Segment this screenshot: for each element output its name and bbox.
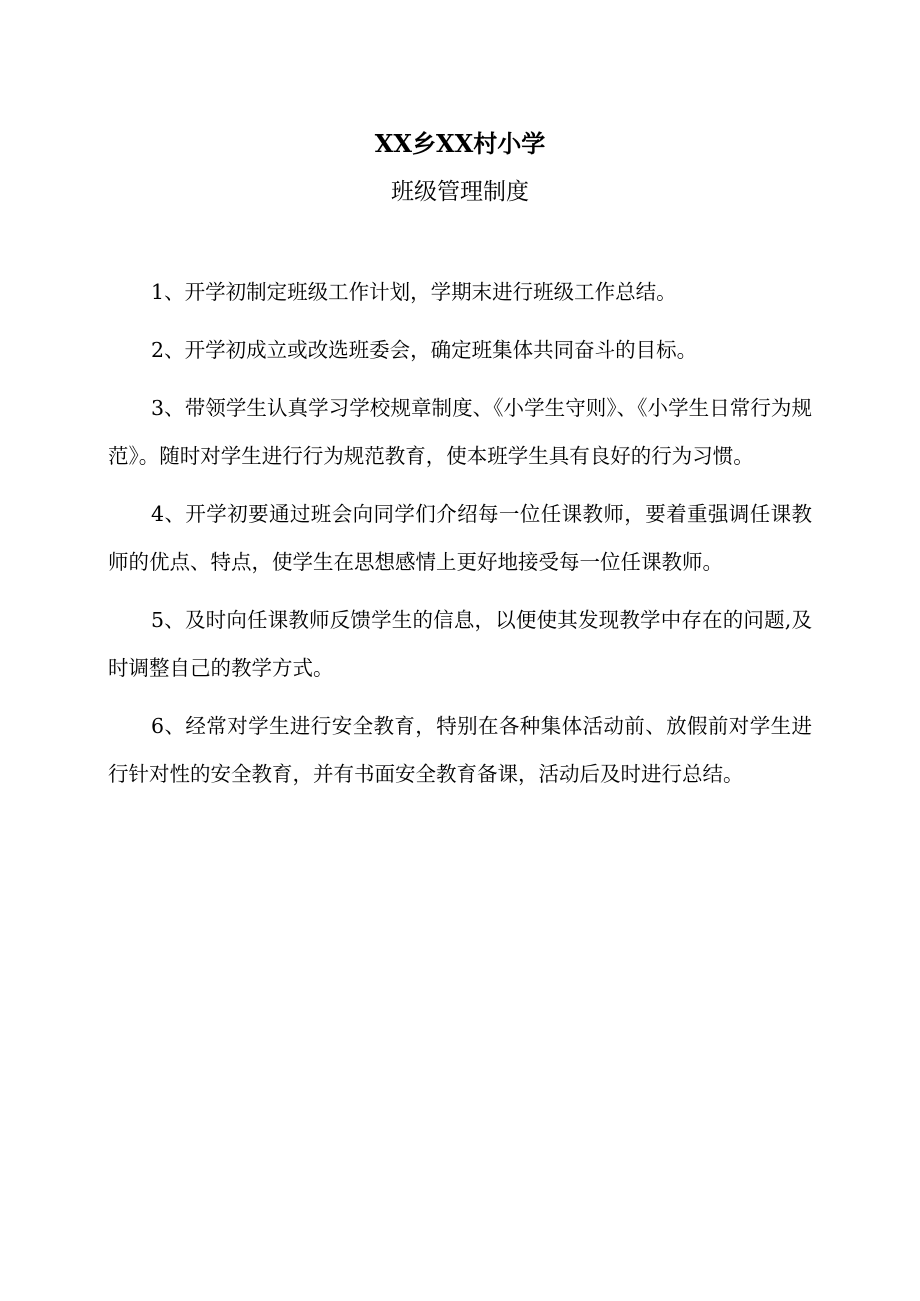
rule-paragraph-6: 6、经常对学生进行安全教育，特别在各种集体活动前、放假前对学生进行针对性的安全教育，并有书面安全教育备课，活动后及时进行总结。: [108, 714, 812, 786]
rule-paragraph-5: 5、及时向任课教师反馈学生的信息，以便使其发现教学中存在的问题,及时调整自己的教学方式。: [108, 608, 812, 680]
school-title: XX乡XX村小学: [374, 129, 546, 158]
rule-paragraph-2: 2、开学初成立或改选班委会，确定班集体共同奋斗的目标。: [151, 338, 698, 362]
rule-paragraph-3: 3、带领学生认真学习学校规章制度、《小学生守则》、《小学生日常行为规范》。随时对学生进行行为规范教育，使本班学生具有良好的行为习惯。: [108, 396, 812, 468]
rule-paragraph-4: 4、开学初要通过班会向同学们介绍每一位任课教师，要着重强调任课教师的优点、特点，使学生在思想感情上更好地接受每一位任课教师。: [108, 502, 812, 574]
document-title: 班级管理制度: [391, 179, 529, 205]
rule-paragraph-1: 1、开学初制定班级工作计划，学期末进行班级工作总结。: [151, 280, 677, 304]
document-body: [108, 268, 812, 808]
